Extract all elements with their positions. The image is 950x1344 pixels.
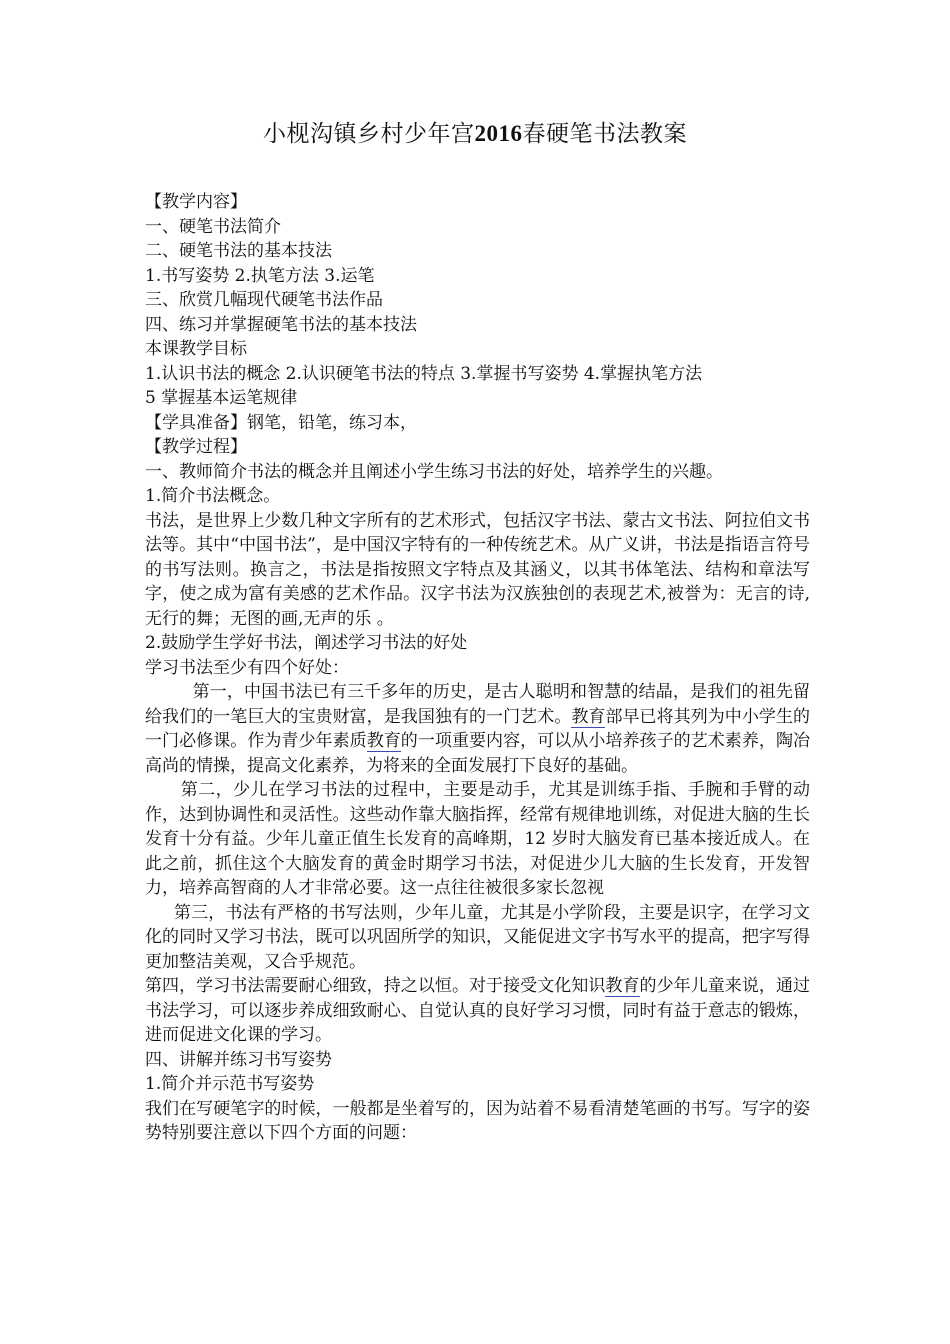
- title-year: 2016: [474, 121, 523, 146]
- content-item-2: 二、硬笔书法的基本技法: [145, 241, 332, 261]
- process-substep-1: 1.简介书法概念。: [145, 486, 281, 506]
- benefits-intro: 学习书法至少有四个好处：: [145, 657, 349, 678]
- materials-line: 【学具准备】钢笔，铅笔，练习本，: [145, 412, 417, 433]
- document-title: [0, 117, 950, 151]
- process-substep-posture: 1.简介并示范书写姿势: [145, 1074, 315, 1094]
- objectives-list: 1.认识书法的概念 2.认识硬笔书法的特点 3.掌握书写姿势 4.掌握执笔方法: [145, 363, 703, 384]
- objectives-list-cont: 5 掌握基本运笔规律: [145, 388, 298, 408]
- paragraph-posture: 我们在写硬笔字的时候，一般都是坐着写的，因为站着不易看清楚笔画的书写。写字的姿势特别要注意以下四个方面的问题：: [145, 1098, 810, 1143]
- education-link[interactable]: 教育: [571, 706, 606, 727]
- content-item-3: 三、欣赏几幅现代硬笔书法作品: [145, 290, 383, 310]
- paragraph-benefit-2: 第二，少儿在学习书法的过程中，主要是动手，尤其是训练手指、手腕和手臂的动作，达到协调性和灵活性。这些动作靠大脑指挥，经常有规律地训练，对促进大脑的生长发育十分有益。少年儿童正值生长发育的高峰期，12 岁时大脑发育已基本接近成人。在此之前，抓住这个大脑发育的黄金时期学习书法，对促进少儿大脑的生长发育，开发智力，培养高智商的人才非常必要。这一点往往被很多家长忽视: [145, 780, 810, 898]
- content-subitems: 1.书写姿势 2.执笔方法 3.运笔: [145, 265, 375, 286]
- paragraph-benefit-1: 第一，中国书法已有三千多年的历史，是古人聪明和智慧的结晶，是我们的祖先留给我们的一笔巨大的宝贵财富，是我国独有的一门艺术。教育部早已将其列为中小学生的一门必修课。作为青少年素质教育的一项重要内容，可以从小培养孩子的艺术素养，陶冶高尚的情操，提高文化素养，为将来的全面发展打下良好的基础。: [145, 682, 810, 776]
- title-prefix: 小枧沟镇乡村少年宫: [263, 121, 475, 147]
- process-step-1: 一、教师简介书法的概念并且阐述小学生练习书法的好处，培养学生的兴趣。: [145, 461, 723, 482]
- content-item-4: 四、练习并掌握硬笔书法的基本技法: [145, 314, 417, 335]
- section-heading-content: 【教学内容】: [145, 192, 247, 212]
- content-item-1: 一、硬笔书法简介: [145, 216, 281, 237]
- paragraph-calligraphy-definition: 书法，是世界上少数几种文字所有的艺术形式，包括汉字书法、蒙古文书法、阿拉伯文书法等。其中“中国书法”，是中国汉字特有的一种传统艺术。从广义讲，书法是指语言符号的书写法则。换言之，书法是指按照文字特点及其涵义，以其书体笔法、结构和章法写字，使之成为富有美感的艺术作品。汉字书法为汉族独创的表现艺术,被誉为：无言的诗,无行的舞；无图的画,无声的乐 。: [145, 510, 810, 629]
- objectives-heading: 本课教学目标: [145, 339, 247, 359]
- process-step-4: 四、讲解并练习书写姿势: [145, 1049, 332, 1070]
- document-body: [145, 190, 810, 1146]
- education-link[interactable]: 教育: [366, 731, 401, 751]
- paragraph-benefit-4: 第四，学习书法需要耐心细致，持之以恒。对于接受文化知识教育的少年儿童来说，通过书法学习，可以逐步养成细致耐心、自觉认真的良好学习习惯，同时有益于意志的锻炼，进而促进文化课的学习。: [145, 976, 810, 1045]
- process-substep-2: 2.鼓励学生学好书法，阐述学习书法的好处: [145, 633, 468, 653]
- education-link[interactable]: 教育: [605, 976, 640, 996]
- paragraph-benefit-3: 第三，书法有严格的书写法则，少年儿童，尤其是小学阶段，主要是识字，在学习文化的同时又学习书法，既可以巩固所学的知识，又能促进文字书写水平的提高，把字写得更加整洁美观，又合乎规范。: [145, 902, 810, 972]
- section-heading-process: 【教学过程】: [145, 437, 247, 457]
- title-suffix: 春硬笔书法教案: [522, 121, 687, 147]
